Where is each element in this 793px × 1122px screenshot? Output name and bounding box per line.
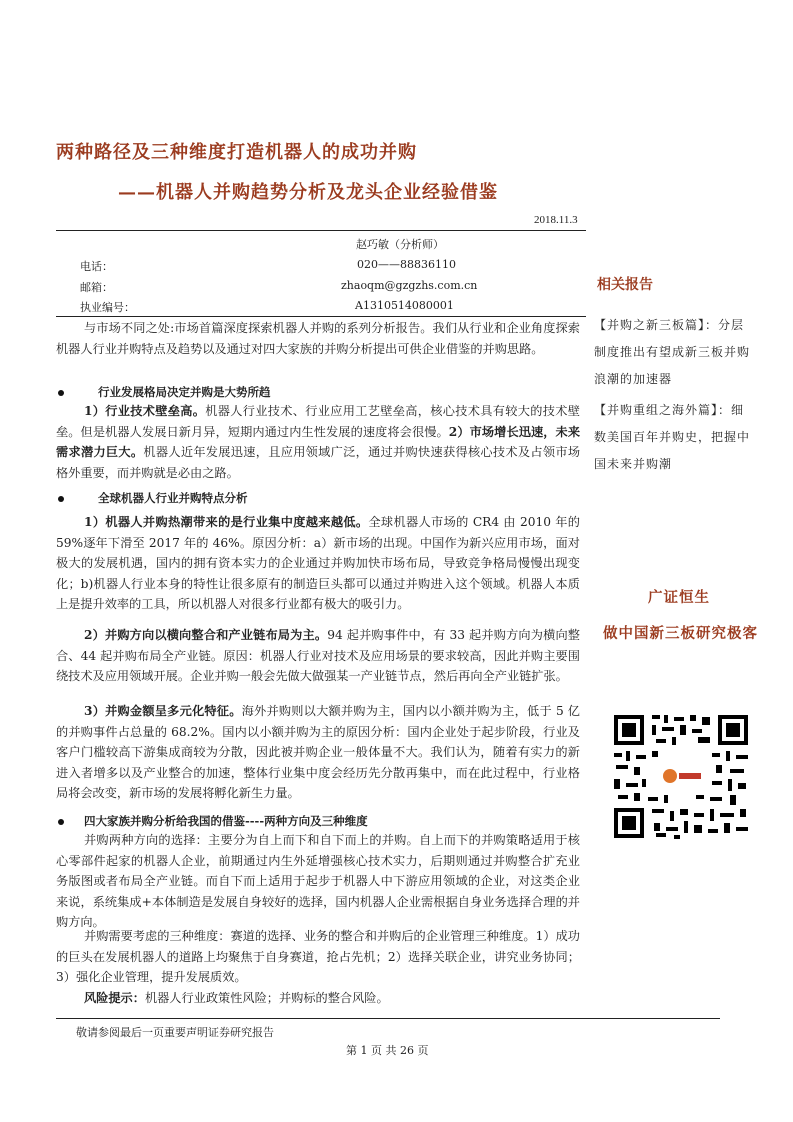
page-number: 第 1 页 共 26 页	[346, 1044, 429, 1057]
report-date: 2018.11.3	[534, 214, 578, 226]
s2-point2-title: 2）并购方向以横向整合和产业链布局为主。	[84, 628, 328, 642]
section1-heading: 行业发展格局决定并购是大势所趋	[98, 385, 271, 399]
bullet-dot	[58, 819, 64, 825]
email-value[interactable]: zhaoqm@gzgzhs.com.cn	[341, 279, 478, 292]
section1-paragraph	[56, 401, 580, 483]
related-report-link-2[interactable]: 【并购重组之海外篇】：细数美国百年并购史，把握中国未来并购潮	[594, 403, 751, 471]
s2-point2-text: 94 起并购事件中，有 33 起并购方向为横向整合、44 起并购布局全产业链。原因：机器人行业对技术及应用场景的要求较高，因此并购主要围绕技术及应用领域开展。企业并购一般会先做大做强某一产业链节点，然后再向全产业链扩张。	[56, 628, 580, 684]
risk-note	[56, 988, 580, 1009]
info-divider	[56, 316, 586, 317]
bullet-dot	[58, 496, 64, 502]
s1-point1-text: 机器人行业技术、行业应用工艺壁垒高，核心技术具有较大的技术壁垒。但是机器人发展日新月异，短期内通过内生性发展的速度将会很慢。	[56, 404, 580, 439]
phone-value: 020——88836110	[357, 258, 456, 271]
footer-disclaimer: 敬请参阅最后一页重要声明证券研究报告	[76, 1026, 274, 1039]
intro-paragraph: 与市场不同之处:市场首篇深度探索机器人并购的系列分析报告。我们从行业和企业角度探索机器人行业并购特点及趋势以及通过对四大家族的并购分析提出可供企业借鉴的并购思路。	[56, 321, 580, 356]
phone-label: 电话：	[80, 260, 113, 273]
s1-point1-title: 1）行业技术壁垒高。	[84, 404, 206, 418]
bullet-dot	[58, 390, 64, 396]
s2-point1-title: 1）机器人并购热潮带来的是行业集中度越来越低。	[84, 515, 369, 529]
license-label: 执业编号：	[80, 301, 135, 314]
report-subtitle: ——机器人并购趋势分析及龙头企业经验借鉴	[118, 182, 498, 203]
qr-code-icon	[612, 713, 750, 840]
s1-point2-text: 机器人近年发展迅速，且应用领域广泛，通过并购快速获得核心技术及占领市场格外重要，而并购就是必由之路。	[56, 445, 581, 480]
risk-text: 机器人行业政策性风险；并购标的整合风险。	[144, 991, 389, 1005]
license-value: A1310514080001	[355, 299, 454, 312]
section2-paragraph-2	[56, 625, 580, 687]
s1-point2-title: 2）市场增长迅速，未来需求潜力巨大。	[56, 424, 581, 460]
brand-name: 广证恒生	[648, 589, 710, 606]
section3-paragraph-1: 并购两种方向的选择：主要分为自上而下和自下而上的并购。自上而下的并购策略适用于核心零部件起家的机器人企业，前期通过内生外延增强核心技术实力，后期则通过并购整合扩充业务版图或者布局全产业链。而自下而上适用于起步于机器人中下游应用领域的企业，对这类企业来说，系统集成+本体制造是发展自身较好的选择，国内机器人企业需根据自身业务选择合理的并购方向。	[56, 833, 580, 930]
section2-heading: 全球机器人行业并购特点分析	[98, 491, 248, 505]
s2-point3-text: 海外并购则以大额并购为主，国内以小额并购为主，低于 5 亿的并购事件占总量的 68.2%。国内以小额并购为主的原因分析：国内企业处于起步阶段，行业及客户门槛较高下游集成商较为分散，因此被并购企业一般体量不大。我们认为，随着有实力的新进入者增多以及产业整合的加速，整体行业集中度会经历先分散再集中，而在此过程中，行业格局将会改变，新市场的发展将孵化新生力量。	[56, 704, 580, 801]
related-report-link-1[interactable]: 【并购之新三板篇】：分层制度推出有望成新三板并购浪潮的加速器	[594, 318, 751, 386]
section3-heading: 四大家族并购分析给我国的借鉴----两种方向及三种维度	[84, 814, 368, 828]
section2-paragraph-1	[56, 512, 580, 615]
brand-slogan: 做中国新三板研究极客	[603, 625, 758, 642]
email-label: 邮箱：	[80, 281, 113, 294]
report-title: 两种路径及三种维度打造机器人的成功并购	[56, 142, 417, 163]
s2-point1-text: 全球机器人市场的 CR4 由 2010 年的 59%逐年下滑至 2017 年的 46%。原因分析：a）新市场的出现。中国作为新兴应用市场，面对极大的发展机遇，国内的拥有资本实力的企业通过并购加快市场布局，导致竞争格局慢慢出现变化；b)机器人行业本身的特性让很多原有的制造巨头都可以通过并购进入这个领域。机器人本质上是提升效率的工具，所以机器人对很多行业都有极大的吸引力。	[56, 515, 580, 612]
section3-paragraph-2: 并购需要考虑的三种维度：赛道的选择、业务的整合和并购后的企业管理三种维度。1）成功的巨头在发展机器人的道路上均聚焦于自身赛道，抢占先机；2）选择关联企业，讲究业务协同；3）强化企业管理，提升发展质效。	[56, 929, 580, 985]
footer-divider	[56, 1018, 720, 1019]
analyst-name: 赵巧敏（分析师）	[356, 238, 444, 251]
s2-point3-title: 3）并购金额呈多元化特征。	[84, 704, 242, 718]
section2-paragraph-3	[56, 701, 580, 804]
related-reports-title: 相关报告	[597, 277, 653, 293]
risk-label: 风险提示：	[84, 991, 145, 1005]
header-divider	[56, 230, 586, 231]
